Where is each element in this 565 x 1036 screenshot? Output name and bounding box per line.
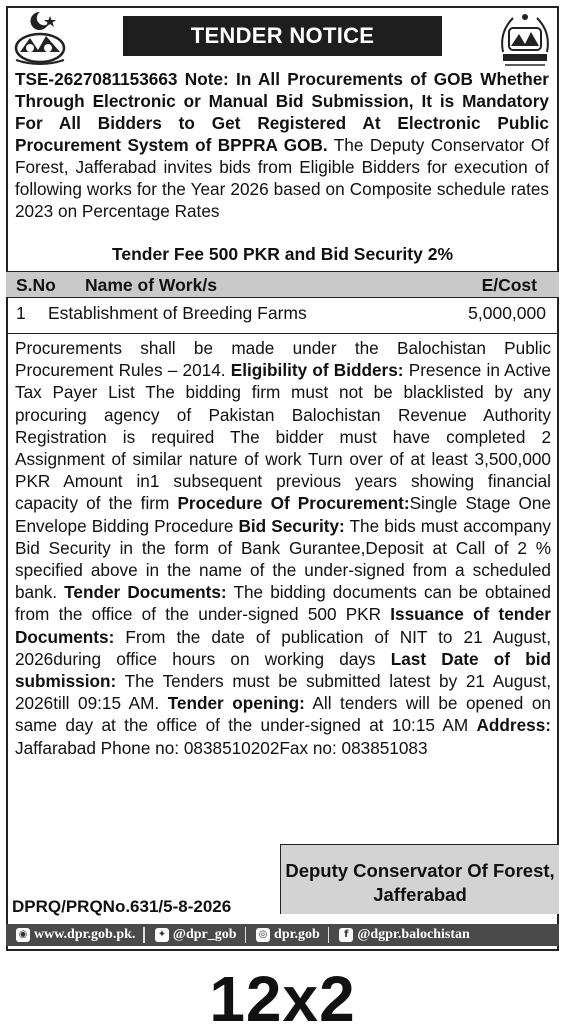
row-work-name: Establishment of Breeding Farms [48, 303, 307, 323]
tender-opening-text: All tenders will be opened on same day at the office of the under-signed at 10:15 AM [15, 693, 551, 736]
social-footer [6, 924, 559, 946]
signer-title: Deputy Conservator Of Forest, [285, 860, 555, 881]
signer-location: Jafferabad [373, 884, 467, 905]
footer-divider [328, 927, 330, 943]
forest-department-emblem-logo [495, 8, 555, 70]
twitter-handle: @dpr_gob [172, 927, 237, 942]
website-link[interactable] [16, 927, 135, 943]
procedure-heading: Procedure Of Procurement: [177, 493, 410, 514]
twitter-link[interactable] [155, 927, 237, 943]
eligibility-text: Presence in Active Tax Payer List The bidding firm must not be blacklisted by any procuring agency of Pakistan Balochistan Revenue Authority Registration is required The bidder must have completed 2 Assignment of similar nature of work Turn over of at least 3,500,000 PKR Amount in1 subsequent previous years showing financial capacity of the firm [15, 360, 551, 514]
last-date-heading: Last Date of bid submission: [15, 648, 551, 692]
twitter-icon: ✦ [155, 928, 169, 942]
footer-divider [143, 927, 145, 943]
signer-box [280, 844, 559, 914]
issuance-text: From the date of publication of NIT to 21 August, 2026during office hours on working days [15, 626, 551, 669]
header-sno: S.No [16, 275, 56, 295]
row-cost: 5,000,000 [468, 303, 546, 323]
balochistan-emblem-logo [10, 8, 70, 70]
address-heading: Address: [476, 715, 551, 736]
tender-fee-line: Tender Fee 500 PKR and Bid Security 2% [111, 244, 454, 264]
tender-opening-heading: Tender opening: [167, 693, 305, 714]
intro-bold-lead: TSE-2627081153663 Note: In All Procurements of GOB Whether Through Electronic or Manual Bid Submission, It is Mandatory For All Bidders to Get Registered At Electronic Public Procurement System of BPPRA GOB. [15, 69, 549, 155]
instagram-link[interactable] [256, 927, 320, 943]
instagram-handle: dpr.gob [274, 927, 320, 942]
tender-notice-title: TENDER NOTICE [123, 16, 442, 56]
instagram-icon: ◎ [256, 928, 270, 942]
procedure-text: Single Stage One Envelope Bidding Procedure [15, 493, 552, 536]
procurement-rules-text: Procurements shall be made under the Balochistan Public Procurement Rules – 2014. [15, 338, 551, 381]
eligibility-heading: Eligibility of Bidders: [230, 360, 404, 381]
website-text: www.dpr.gob.pk. [34, 927, 136, 942]
terms-paragraph [15, 337, 551, 759]
last-date-text: The Tenders must be submitted latest by 21 August, 2026till 09:15 AM. [15, 671, 551, 714]
intro-text: The Deputy Conservator Of Forest, Jafferabad invites bids from Eligible Bidders for execution of following works for the Year 2026 based on Composite schedule rates 2023 on Percentage Rates [15, 135, 549, 221]
table-row [6, 300, 559, 334]
intro-paragraph [15, 68, 549, 222]
tender-documents-heading: Tender Documents: [64, 582, 227, 603]
header-estimated-cost: E/Cost [481, 275, 537, 295]
bid-security-heading: Bid Security: [238, 515, 345, 536]
facebook-icon: f [339, 928, 353, 942]
footer-divider [245, 927, 247, 943]
address-text: Jaffarabad Phone no: 0838510202Fax no: 083851083 [15, 737, 428, 758]
header-name-of-work: Name of Work/s [85, 275, 217, 295]
tender-documents-text: The bidding documents can be obtained from the office of the under-signed 500 PKR [15, 582, 551, 625]
row-sno: 1 [16, 303, 26, 323]
ad-size-label: 12x2 [209, 963, 356, 1035]
facebook-link[interactable] [339, 927, 470, 943]
bid-security-text: The bids must accompany Bid Security in the form of Bank Gurantee,Deposit at Call of 2 % specified above in the name of the under-signed from a scheduled bank. [15, 515, 551, 603]
reference-number: DPRQ/PRQNo.631/5-8-2026 [12, 897, 232, 916]
globe-icon: ◉ [16, 928, 30, 942]
facebook-handle: @dgpr.balochistan [357, 927, 470, 942]
works-table-header [6, 271, 559, 298]
issuance-heading: Issuance of tender Documents: [15, 604, 551, 647]
